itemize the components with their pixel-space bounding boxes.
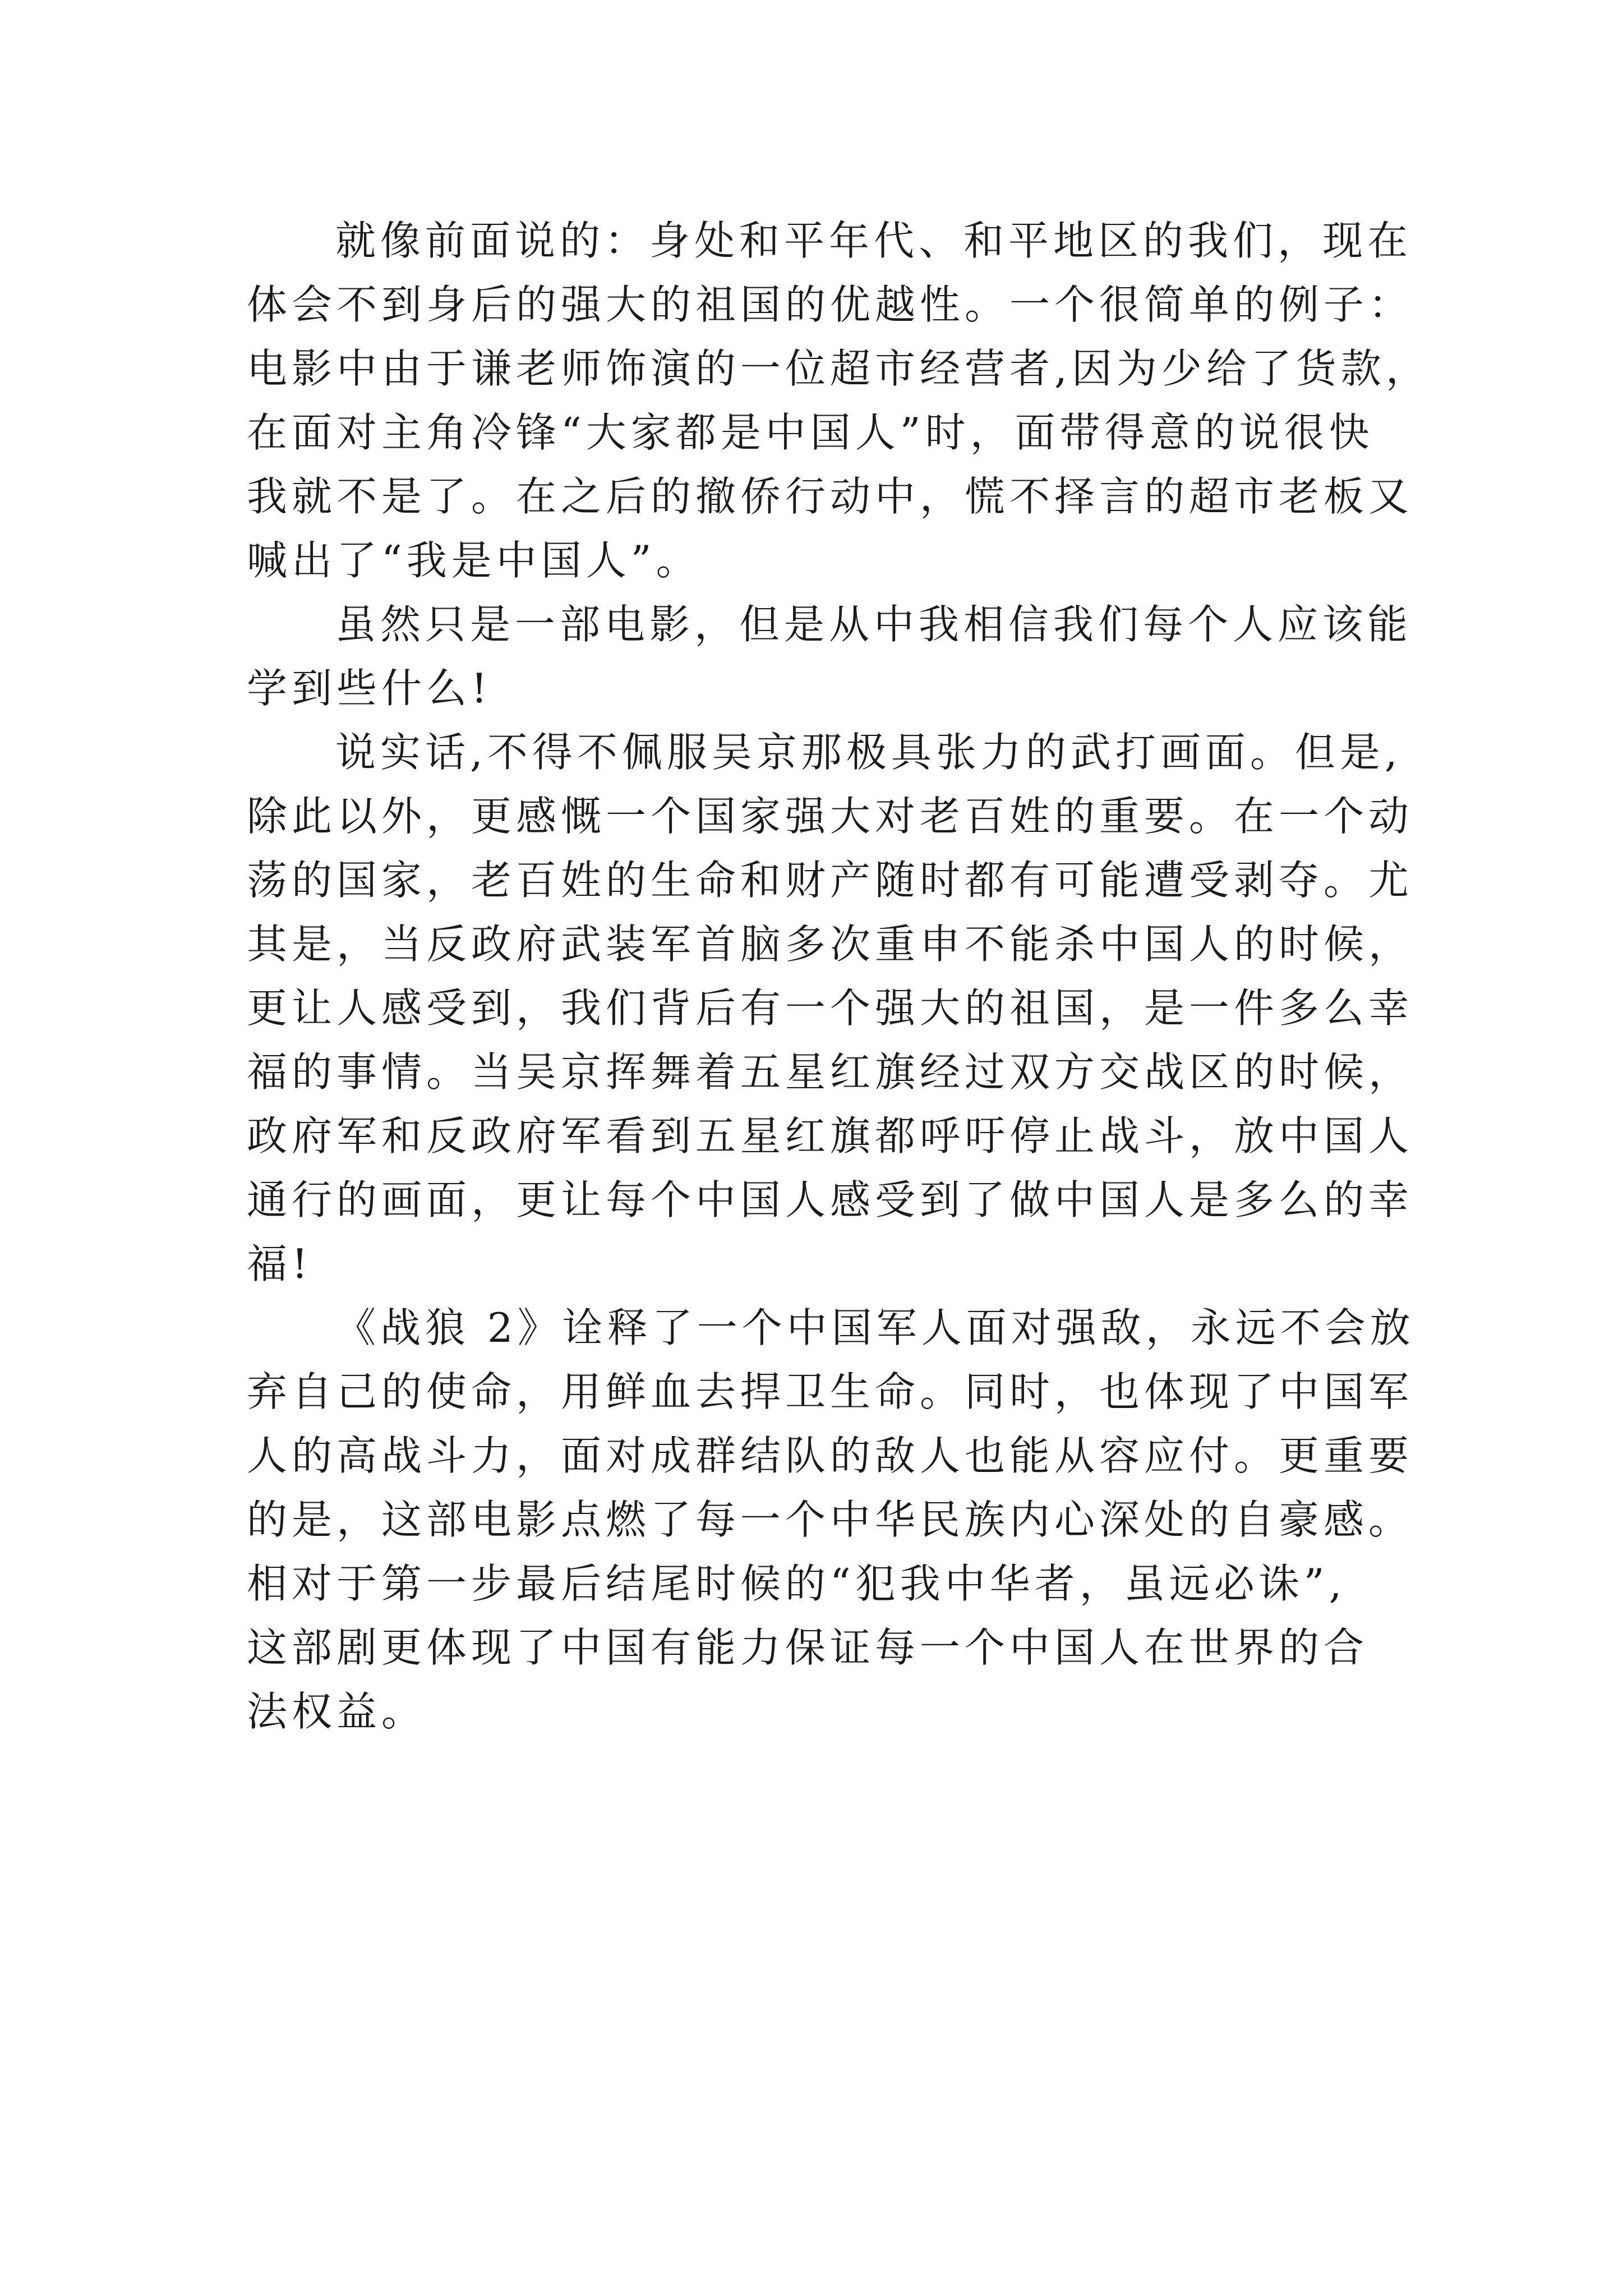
paragraph-2-line-1: 虽然只是一部电影，但是从中我相信我们每个人应该能	[335, 601, 1413, 648]
paragraph-3-line-9: 福!	[247, 1240, 312, 1287]
paragraph-1-line-2: 体会不到身后的强大的祖国的优越性。一个很简单的例子：	[247, 281, 1414, 328]
paragraph-4-line-1: 《战狼 2》诠释了一个中国军人面对强敌，永远不会放	[335, 1304, 1415, 1351]
paragraph-3-line-3: 荡的国家，老百姓的生命和财产随时都有可能遭受剥夺。尤	[247, 857, 1414, 904]
paragraph-2-line-2: 学到些什么!	[247, 665, 492, 712]
paragraph-1-line-6: 喊出了“我是中国人”。	[247, 537, 701, 584]
paragraph-3-line-5: 更让人感受到，我们背后有一个强大的祖国，是一件多么幸	[247, 984, 1414, 1032]
paragraph-4-line-7: 法权益。	[247, 1688, 427, 1735]
document-body	[247, 209, 1431, 1743]
paragraph-1-line-3: 电影中由于谦老师饰演的一位超市经营者,因为少给了货款，	[247, 345, 1431, 392]
paragraph-4-line-3: 人的高战斗力，面对成群结队的敌人也能从容应付。更重要	[247, 1432, 1414, 1479]
paragraph-4-line-5: 相对于第一步最后结尾时候的“犯我中华者，虽远必诛”,	[247, 1560, 1347, 1607]
paragraph-1-line-1: 就像前面说的：身处和平年代、和平地区的我们，现在	[335, 217, 1413, 264]
paragraph-4-line-6: 这部剧更体现了中国有能力保证每一个中国人在世界的合	[247, 1624, 1369, 1671]
paragraph-3-line-1: 说实话,不得不佩服吴京那极具张力的武打画面。但是,	[335, 729, 1402, 776]
paragraph-1-line-4: 在面对主角冷锋“大家都是中国人”时，面带得意的说很快	[247, 409, 1374, 456]
paragraph-4-line-4: 的是，这部电影点燃了每一个中华民族内心深处的自豪感。	[247, 1496, 1414, 1543]
paragraph-4-line-2: 弃自己的使命，用鲜血去捍卫生命。同时，也体现了中国军	[247, 1368, 1414, 1415]
paragraph-3-line-2: 除此以外，更感慨一个国家强大对老百姓的重要。在一个动	[247, 793, 1414, 840]
paragraph-3-line-6: 福的事情。当吴京挥舞着五星红旗经过双方交战区的时候，	[247, 1048, 1414, 1096]
paragraph-3-line-7: 政府军和反政府军看到五星红旗都呼吁停止战斗，放中国人	[247, 1112, 1414, 1159]
paragraph-1-line-5: 我就不是了。在之后的撤侨行动中，慌不择言的超市老板又	[247, 473, 1414, 520]
paragraph-3-line-8: 通行的画面，更让每个中国人感受到了做中国人是多么的幸	[247, 1176, 1414, 1223]
paragraph-3-line-4: 其是，当反政府武装军首脑多次重申不能杀中国人的时候，	[247, 921, 1414, 968]
